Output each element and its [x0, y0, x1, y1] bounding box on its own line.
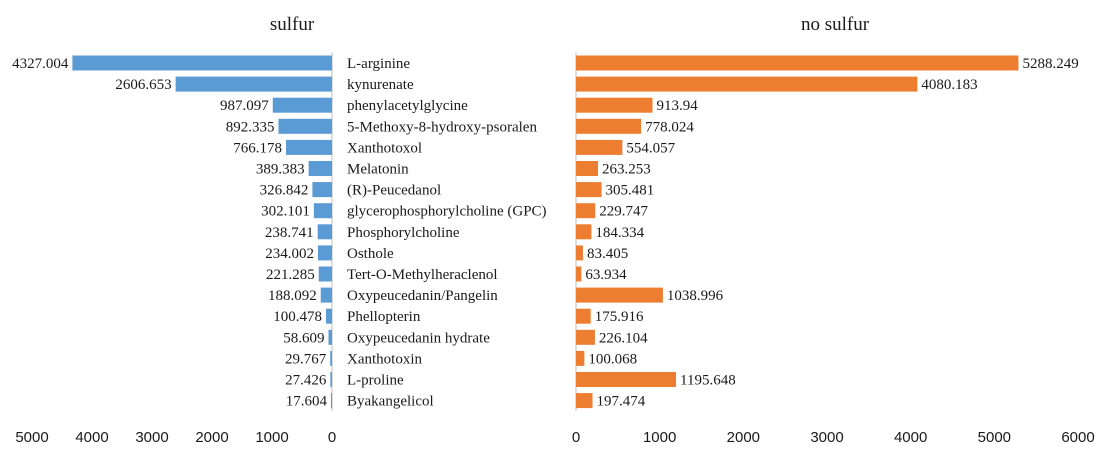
no-sulfur-value-label-phenylacetylglycine: 913.94: [656, 98, 698, 115]
sulfur-bar-l-arginine: [72, 56, 332, 71]
no-sulfur-bar-r-peucedanol: [576, 182, 602, 197]
no-sulfur-value-label-kynurenate: 4080.183: [921, 77, 978, 94]
no-sulfur-bar-glycerophosphorylcholine-gpc: [576, 203, 595, 218]
no-sulfur-value-label-tert-o-methylheraclenol: 63.934: [585, 267, 627, 283]
sulfur-bar-kynurenate: [176, 77, 332, 92]
no-sulfur-bar-oxypeucedanin-pangelin: [576, 288, 663, 303]
no-sulfur-value-label-glycerophosphorylcholine-gpc: 229.747: [599, 203, 648, 220]
sulfur-value-label-phellopterin: 100.478: [273, 309, 322, 326]
sulfur-tick-label: 5000: [15, 429, 49, 446]
category-label-r-peucedanol: (R)-Peucedanol: [347, 182, 442, 199]
category-label-glycerophosphorylcholine-gpc: glycerophosphorylcholine (GPC): [347, 203, 547, 220]
category-label-osthole: Osthole: [347, 245, 394, 262]
sulfur-value-label-glycerophosphorylcholine-gpc: 302.101: [261, 203, 310, 220]
no-sulfur-value-label-xanthotoxin: 100.068: [588, 351, 638, 368]
no-sulfur-tick-label: 2000: [726, 429, 761, 446]
no-sulfur-value-label-oxypeucedanin-hydrate: 226.104: [598, 330, 648, 347]
category-label-oxypeucedanin-hydrate: Oxypeucedanin hydrate: [347, 330, 490, 347]
no-sulfur-bar-phosphorylcholine: [576, 224, 591, 239]
category-label-tert-o-methylheraclenol: Tert-O-Methylheraclenol: [347, 267, 498, 283]
sulfur-value-label-l-arginine: 4327.004: [12, 56, 69, 72]
category-labels-group: [347, 56, 547, 410]
sulfur-bar-phellopterin: [326, 309, 332, 324]
sulfur-value-label-phosphorylcholine: 238.741: [264, 224, 314, 241]
no-sulfur-value-label-oxypeucedanin-pangelin: 1038.996: [666, 288, 724, 305]
sulfur-value-label-5-methoxy-8-hydroxy-psoralen: 892.335: [225, 119, 275, 136]
no-sulfur-bar-kynurenate: [576, 77, 917, 92]
sulfur-bar-xanthotoxol: [286, 140, 332, 155]
sulfur-bar-oxypeucedanin-hydrate: [328, 330, 332, 345]
sulfur-chart-title: sulfur: [269, 14, 315, 35]
no-sulfur-bar-xanthotoxol: [576, 140, 622, 155]
sulfur-value-label-kynurenate: 2606.653: [115, 77, 172, 94]
sulfur-bar-oxypeucedanin-pangelin: [321, 288, 332, 303]
no-sulfur-value-label-xanthotoxol: 554.057: [626, 140, 676, 157]
no-sulfur-value-label-phellopterin: 175.916: [594, 309, 644, 326]
category-label-byakangelicol: Byakangelicol: [347, 393, 434, 410]
sulfur-value-label-tert-o-methylheraclenol: 221.285: [265, 267, 315, 283]
sulfur-bar-tert-o-methylheraclenol: [319, 267, 332, 282]
no-sulfur-value-label-phosphorylcholine: 184.334: [595, 224, 645, 241]
sulfur-value-label-oxypeucedanin-pangelin: 188.092: [267, 288, 317, 305]
sulfur-bar-osthole: [318, 245, 332, 260]
sulfur-bar-r-peucedanol: [312, 182, 332, 197]
no-sulfur-bar-5-methoxy-8-hydroxy-psoralen: [576, 119, 641, 134]
sulfur-value-label-oxypeucedanin-hydrate: 58.609: [283, 330, 325, 347]
sulfur-value-label-melatonin: 389.383: [255, 161, 305, 178]
no-sulfur-bar-l-arginine: [576, 56, 1018, 71]
sulfur-bar-5-methoxy-8-hydroxy-psoralen: [278, 119, 332, 134]
no-sulfur-bar-phellopterin: [576, 309, 591, 324]
no-sulfur-bar-phenylacetylglycine: [576, 98, 652, 113]
category-label-l-proline: L-proline: [347, 372, 404, 389]
sulfur-bar-l-proline: [330, 372, 332, 387]
no-sulfur-bar-xanthotoxin: [576, 351, 584, 366]
category-label-xanthotoxin: Xanthotoxin: [347, 351, 422, 368]
no-sulfur-bar-melatonin: [576, 161, 598, 176]
sulfur-tick-label: 4000: [75, 429, 109, 446]
category-label-phenylacetylglycine: phenylacetylglycine: [347, 98, 468, 115]
no-sulfur-bar-byakangelicol: [576, 393, 593, 408]
sulfur-value-label-r-peucedanol: 326.842: [259, 182, 309, 199]
sulfur-tick-label: 3000: [135, 429, 169, 446]
sulfur-value-label-osthole: 234.002: [265, 245, 314, 262]
sulfur-bar-phosphorylcholine: [318, 224, 332, 239]
sulfur-bar-glycerophosphorylcholine-gpc: [314, 203, 332, 218]
value-labels-group: [12, 56, 1079, 410]
no-sulfur-value-label-l-proline: 1195.648: [680, 372, 736, 389]
no-sulfur-tick-label: 4000: [893, 429, 928, 446]
sulfur-bar-phenylacetylglycine: [273, 98, 332, 113]
sulfur-value-label-xanthotoxol: 766.178: [233, 140, 283, 157]
category-label-xanthotoxol: Xanthotoxol: [347, 140, 422, 157]
category-label-oxypeucedanin-pangelin: Oxypeucedanin/Pangelin: [347, 288, 498, 305]
no-sulfur-bar-osthole: [576, 245, 583, 260]
sulfur-tick-label: 2000: [195, 429, 229, 446]
sulfur-bar-melatonin: [309, 161, 332, 176]
no-sulfur-tick-label: 0: [571, 429, 581, 446]
no-sulfur-bar-l-proline: [576, 372, 676, 387]
no-sulfur-value-label-melatonin: 263.253: [602, 161, 651, 178]
sulfur-value-label-xanthotoxin: 29.767: [284, 351, 327, 368]
no-sulfur-value-label-l-arginine: 5288.249: [1022, 56, 1079, 72]
no-sulfur-value-label-r-peucedanol: 305.481: [605, 182, 655, 199]
no-sulfur-bar-oxypeucedanin-hydrate: [576, 330, 595, 345]
sulfur-value-label-l-proline: 27.426: [285, 372, 327, 389]
bars-group: [72, 56, 1018, 409]
no-sulfur-tick-label: 3000: [810, 429, 844, 446]
tick-labels-group: [15, 429, 1094, 446]
sulfur-bar-byakangelicol: [331, 393, 332, 408]
no-sulfur-value-label-5-methoxy-8-hydroxy-psoralen: 778.024: [645, 119, 694, 136]
category-label-phellopterin: Phellopterin: [347, 309, 421, 326]
category-label-kynurenate: kynurenate: [347, 77, 414, 94]
no-sulfur-tick-label: 5000: [977, 429, 1012, 446]
sulfur-bar-xanthotoxin: [330, 351, 332, 366]
sulfur-tick-label: 1000: [255, 429, 289, 446]
sulfur-value-label-byakangelicol: 17.604: [285, 393, 327, 410]
category-label-melatonin: Melatonin: [347, 161, 409, 178]
no-sulfur-bar-tert-o-methylheraclenol: [576, 267, 581, 282]
sulfur-tick-label: 0: [327, 429, 337, 446]
category-label-5-methoxy-8-hydroxy-psoralen: 5-Methoxy-8-hydroxy-psoralen: [347, 119, 537, 136]
no-sulfur-value-label-byakangelicol: 197.474: [596, 393, 646, 410]
category-label-l-arginine: L-arginine: [347, 56, 411, 72]
no-sulfur-chart-title: no sulfur: [800, 14, 870, 35]
no-sulfur-tick-label: 1000: [642, 429, 677, 446]
no-sulfur-tick-label: 6000: [1061, 429, 1095, 446]
no-sulfur-value-label-osthole: 83.405: [586, 245, 629, 262]
sulfur-value-label-phenylacetylglycine: 987.097: [220, 98, 269, 115]
category-label-phosphorylcholine: Phosphorylcholine: [347, 224, 460, 241]
